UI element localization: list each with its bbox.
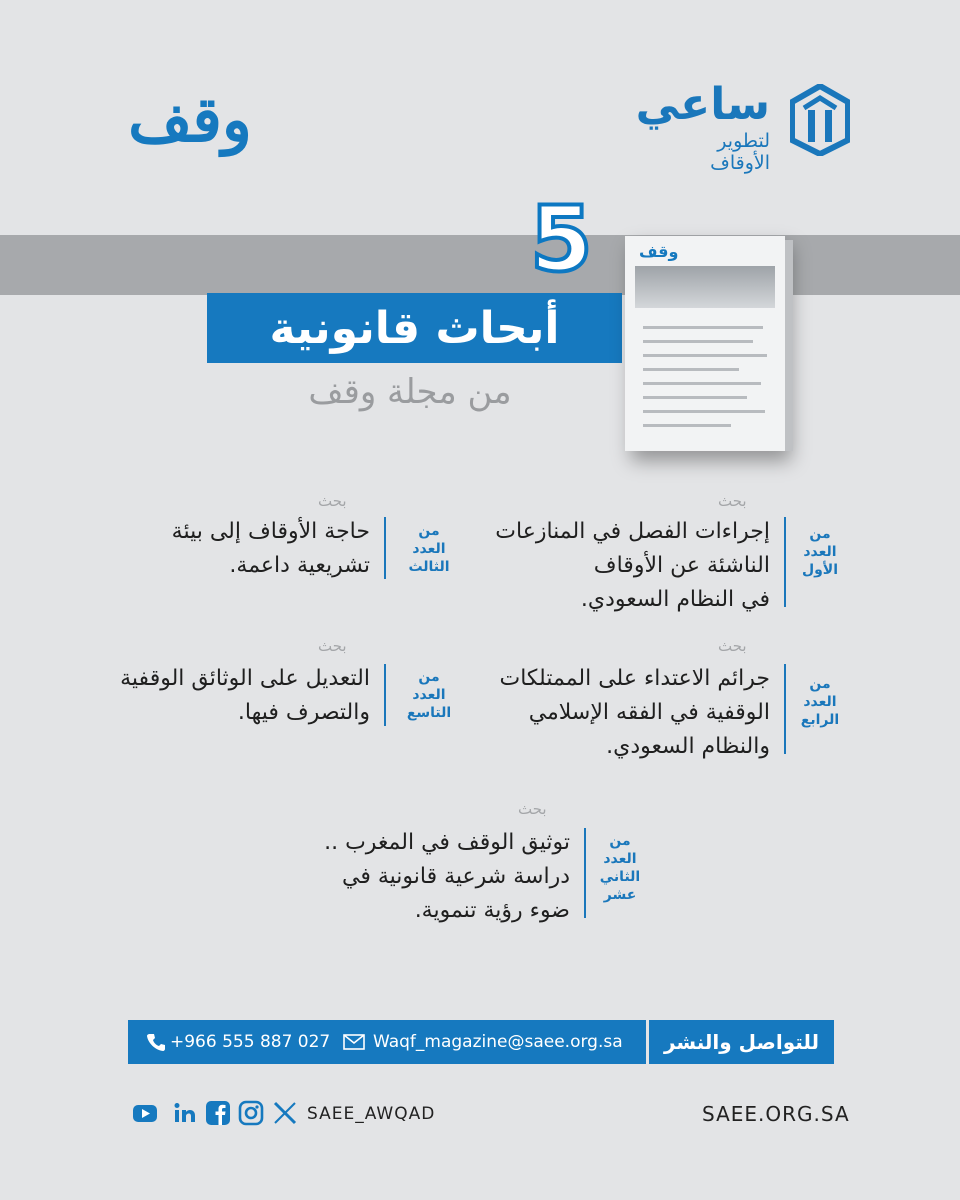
item-divider xyxy=(784,664,786,754)
item-2-issue xyxy=(394,522,464,576)
item-kind: بحث xyxy=(318,637,347,655)
youtube-icon[interactable] xyxy=(132,1100,158,1126)
issue-number: التاسع xyxy=(406,705,452,721)
website-link[interactable]: SAEE.ORG.SA xyxy=(702,1102,850,1126)
magazine-line xyxy=(643,354,767,357)
issue-word: العدد xyxy=(412,687,446,703)
issue-number: الأول xyxy=(801,562,839,578)
issue-word: العدد xyxy=(412,541,446,557)
saee-sub-1: لتطوير xyxy=(717,130,770,152)
page-title: أبحاث قانونية xyxy=(207,293,622,363)
item-line: توثيق الوقف في المغرب .. xyxy=(324,830,570,855)
item-line: دراسة شرعية قانونية في xyxy=(342,864,570,889)
item-line: تشريعية داعمة. xyxy=(229,553,370,578)
item-1-issue xyxy=(792,525,848,579)
magazine-line xyxy=(643,340,753,343)
magazine-photo xyxy=(635,266,775,308)
issue-from: من xyxy=(418,523,440,539)
instagram-icon[interactable] xyxy=(238,1100,264,1126)
waqf-logo xyxy=(120,80,260,160)
item-line: والنظام السعودي. xyxy=(606,734,770,759)
item-line: التعديل على الوثائق الوقفية xyxy=(120,666,370,691)
contact-email[interactable] xyxy=(343,1020,623,1064)
item-line: جرائم الاعتداء على الممتلكات xyxy=(499,666,770,691)
phone-icon xyxy=(146,1032,166,1052)
magazine-cover xyxy=(625,236,785,451)
item-kind: بحث xyxy=(718,492,747,510)
item-divider xyxy=(784,517,786,607)
issue-from: من xyxy=(809,526,831,542)
envelope-icon xyxy=(343,1034,365,1050)
magazine-line xyxy=(643,396,747,399)
item-kind: بحث xyxy=(318,492,347,510)
saee-logo xyxy=(630,80,850,180)
item-line: الناشئة عن الأوقاف xyxy=(593,553,770,578)
magazine-line xyxy=(643,326,763,329)
item-3-issue xyxy=(792,675,848,729)
item-kind: بحث xyxy=(718,637,747,655)
issue-word: العدد xyxy=(803,694,837,710)
email-text: Waqf_magazine@saee.org.sa xyxy=(373,1032,623,1052)
issue-word: العدد xyxy=(803,544,837,560)
issue-from: من xyxy=(809,676,831,692)
issue-number: الثالث xyxy=(408,559,450,575)
page-subtitle: من مجلة وقف xyxy=(308,372,512,412)
contact-phone[interactable] xyxy=(146,1020,330,1064)
magazine-line xyxy=(643,424,731,427)
item-line: الوقفية في الفقه الإسلامي xyxy=(528,700,770,725)
saee-mark-icon xyxy=(790,84,850,156)
saee-name: ساعي xyxy=(635,79,770,130)
gray-band xyxy=(0,235,960,295)
issue-number: الثاني xyxy=(599,869,641,885)
contact-bar xyxy=(128,1020,834,1064)
issue-from: من xyxy=(609,833,631,849)
magazine-spine xyxy=(785,240,793,451)
item-line: ضوء رؤية تنموية. xyxy=(414,898,570,923)
item-divider xyxy=(584,828,586,918)
issue-from: من xyxy=(418,669,440,685)
waqf-logo-text: وقف xyxy=(128,83,252,156)
contact-label: للتواصل والنشر xyxy=(646,1020,834,1064)
item-1-text xyxy=(470,515,770,617)
issue-number: الرابع xyxy=(800,712,840,728)
magazine-line xyxy=(643,368,739,371)
linkedin-icon[interactable] xyxy=(172,1100,198,1126)
saee-sub-2: الأوقاف xyxy=(710,152,770,174)
issue-word: العدد xyxy=(603,851,637,867)
research-count: 5 xyxy=(530,187,593,292)
x-twitter-icon[interactable] xyxy=(272,1100,298,1126)
item-kind: بحث xyxy=(518,800,547,818)
issue-number-2: عشر xyxy=(603,887,637,903)
item-4-issue xyxy=(394,668,464,722)
item-divider xyxy=(384,517,386,579)
phone-text: +966 555 887 027 xyxy=(170,1032,331,1052)
item-line: إجراءات الفصل في المنازعات xyxy=(495,519,770,544)
item-3-text xyxy=(440,662,770,764)
facebook-icon[interactable] xyxy=(205,1100,231,1126)
magazine-line xyxy=(643,382,761,385)
item-line: حاجة الأوقاف إلى بيئة xyxy=(171,519,370,544)
item-4-text xyxy=(80,662,370,730)
item-line: والتصرف فيها. xyxy=(237,700,370,725)
item-5-issue xyxy=(592,832,648,904)
item-2-text xyxy=(100,515,370,583)
item-5-text xyxy=(280,826,570,928)
magazine-line xyxy=(643,410,765,413)
item-divider xyxy=(384,664,386,726)
social-handle[interactable]: SAEE_AWQAD xyxy=(307,1104,436,1124)
item-line: في النظام السعودي. xyxy=(580,587,770,612)
magazine-cover-logo: وقف xyxy=(639,242,679,261)
